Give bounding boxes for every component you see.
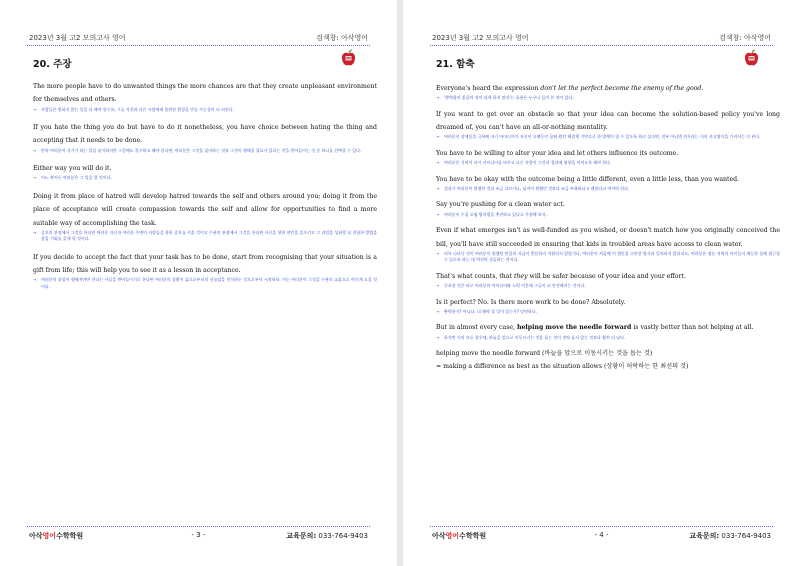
english-sentence: The more people have to do unwanted things the more chances are that they create unpleasant environment for themselves and others.	[33, 83, 377, 104]
translation-text: 여러분은 기꺼이 자기 아이디어를 바꾸고 다른 사람이 그것의 결과에 영향을 미치도록 해야 한다.	[444, 160, 612, 166]
korean-translation	[436, 95, 780, 102]
academy-brand: 아삭영어수학학원	[432, 532, 487, 540]
sentence-text: Is it perfect? No. Is there more work to be done? Absolutely.	[436, 298, 626, 306]
italic-text: they	[513, 272, 528, 280]
translation-text: 증오의 관점에서 그것을 한다면 여러분 자신과 여러분 주변의 사람들을 향한 증오를 키울 것이고 수용의 관점에서 그것을 한다면 자신을 향한 연민을 일으키고 그 과업을 성취할 더 적합한 방법을 찾을 기회를 갖게 될 것이다.	[41, 229, 377, 242]
arrow-icon: →	[33, 175, 37, 181]
sentence-text: You have to be okay with the outcome being a little different, even a little less, than you wanted.	[436, 175, 740, 183]
korean-translation	[436, 134, 780, 141]
english-sentence: Either way you will do it.	[33, 165, 112, 173]
english-sentence: If you hate the thing you do but have to do it nonetheless, you have choice between hating the thing and accepting that it needs to be done.	[33, 124, 377, 145]
translation-text: 여러분의 과업이 행해져야만 한다는 사실을 받아들이기로 한다면 여러분의 상황이 삶으로부터의 선물임을 인식하는 것으로부터 시작하라. 이는 여러분이 그것을 수용의 교훈으로 여기게 도울 것이다.	[41, 277, 377, 289]
translation-text: 만약 여러분이 자기가 하는 일을 싫어하지만 그럼에도 불구하고 해야 한다면, 여러분은 그것을 싫어하는 것과 그것이 행해질 필요가 있다는 것을 받아들이는 것 중 하나를 선택할 수 있다.	[41, 147, 362, 153]
translation-text: 여러분이 수질 오염 방지법을 추진하고 있다고 가정해 보자.	[444, 211, 547, 217]
arrow-icon: →	[436, 308, 440, 314]
vocab-note: = making a difference as best as the situation allows (상황이 허락하는 한 최선의 것)	[436, 363, 689, 371]
translation-text: 어느 쪽이든 여러분은 그 일을 할 것이다.	[41, 175, 112, 181]
translation-text: 완벽한가? 아니다. 더 해야 할 일이 있는가? 당연하다.	[444, 308, 537, 314]
arrow-icon: →	[436, 250, 440, 256]
page-4	[403, 0, 800, 566]
sentence-text: You have to be willing to alter your idea and let others influence its outcome.	[436, 149, 679, 157]
sentence-text: Everyone's heard the expression	[436, 85, 541, 92]
english-sentence	[436, 147, 780, 160]
question-title: 21. 함축	[436, 59, 475, 70]
arrow-icon: →	[436, 160, 440, 166]
english-sentence	[436, 82, 780, 95]
search-label: 검색창: 아삭영어	[719, 34, 771, 42]
footer-divider	[27, 526, 370, 527]
english-sentence	[436, 321, 780, 334]
arrow-icon: →	[436, 334, 440, 340]
english-sentence	[436, 270, 780, 283]
sentence-text: Even if what emerges isn't as well-funded as you wished, or doesn't match how you originally conceived the bill, you'll have still succeeded in ensuring that kids in troubled areas have access to clean water.	[436, 227, 780, 248]
apple-logo-icon	[744, 49, 759, 67]
korean-translation	[436, 186, 780, 193]
english-sentence	[436, 108, 780, 135]
footer-divider	[430, 526, 773, 527]
exam-title: 2023년 3월 고2 모의고사 영어	[29, 34, 126, 42]
page-header	[27, 33, 370, 45]
sentence-text: is vastly better than not helping at all.	[631, 324, 754, 332]
english-sentence: If you decide to accept the fact that your task has to be done, start from recognising that your situation is a gift from life; this will help you to see it as a lesson in acceptance.	[33, 253, 377, 275]
passage	[436, 82, 780, 373]
english-sentence: Doing it from place of hatred will develop hatred towards the self and others around you; doing it from the place of acceptance will create compassion towards the self and allow for opportunities to find a more suitable way of accomplishing the task.	[33, 192, 377, 227]
search-label: 검색창: 아삭영어	[316, 34, 368, 42]
english-sentence	[436, 198, 780, 211]
page-3	[0, 0, 397, 566]
sentence-text: That's what counts, that	[436, 272, 514, 280]
sentence-text: If you want to get over an obstacle so that your idea can become the solution-based policy you've long dreamed of, you can't have an all-or-nothing mentality.	[436, 110, 780, 132]
apple-logo-icon	[341, 49, 356, 67]
translation-text: 중요한 것은 바로 여러분의 아이디어와 노력 덕분에 그들이 더 안전해지는 것이다.	[444, 283, 586, 289]
page-header	[430, 33, 773, 45]
korean-translation	[33, 148, 377, 155]
contact: 교육문의: 033-764-9403	[689, 532, 771, 540]
sentence-text: will be safer because of your idea and your effort.	[527, 272, 686, 280]
exam-title: 2023년 3월 고2 모의고사 영어	[432, 34, 529, 42]
korean-translation	[436, 212, 780, 219]
arrow-icon: →	[33, 147, 37, 153]
arrow-icon: →	[33, 277, 37, 283]
korean-translation	[436, 160, 780, 167]
translation-text: 비록 나타난 것이 여러분이 원했던 만큼의 자금이 충분하지 지원되지 않았거나, 여러분이 처음에 이 법안을 고안한 방식과 일치하지 않더라도, 여러분은 정든 지역의 아이들이 깨끗한 물에 접근할 수 있도록 하는 데 여전히 성공하는 것이다.	[444, 250, 780, 263]
korean-translation	[436, 251, 780, 264]
sentence-text: Say you're pushing for a clean water act.	[436, 201, 565, 209]
translation-text: 사람들은 원하지 않는 일을 더 해야 할수록, 그들 자신과 다른 사람에게 불편한 환경을 만들 가능성이 더 커진다.	[41, 106, 234, 112]
translation-text: 결과가 여러분이 원했던 것과 조금 다르거나, 심지어 원했던 것보다 조금 부족하다고 괜찮다고 여겨야 한다.	[444, 185, 630, 191]
arrow-icon: →	[33, 229, 37, 235]
question-title: 20. 주장	[33, 59, 72, 70]
bold-text: helping move the needle forward	[516, 324, 632, 332]
arrow-icon: →	[436, 283, 440, 289]
korean-translation	[33, 230, 377, 243]
translation-text: '완벽함이 좋음의 적이 되게 하지 말라'는 표현은 누구나 들어 본 적이 있다.	[444, 95, 574, 101]
arrow-icon: →	[436, 95, 440, 101]
page-number: - 3 -	[191, 531, 206, 539]
page-footer	[430, 531, 773, 543]
vocab-note: helping move the needle forward (바늘을 앞으로 이동시키는 것을 돕는 것)	[436, 350, 653, 358]
academy-brand: 아삭영어수학학원	[29, 532, 84, 540]
arrow-icon: →	[436, 211, 440, 217]
translation-text: 하지만 거의 모든 경우에, 바늘을 앞으로 이동시키는 것을 돕는 것이 전혀 돕지 않는 것보다 훨씬 더 낫다.	[444, 334, 626, 340]
korean-translation	[436, 309, 780, 316]
sentence-text: But in almost every case,	[436, 324, 517, 332]
arrow-icon: →	[436, 134, 440, 140]
korean-translation	[33, 175, 377, 182]
arrow-icon: →	[436, 185, 440, 191]
header-divider	[430, 45, 773, 46]
english-sentence	[436, 296, 780, 309]
english-sentence	[436, 173, 780, 186]
korean-translation	[33, 107, 377, 114]
korean-translation	[436, 283, 780, 290]
contact: 교육문의: 033-764-9403	[286, 532, 368, 540]
passage	[33, 80, 377, 298]
translation-text: 여러분이 장애물을 극복해 자기 아이디어가 자신이 오랫동안 꿈꿔 왔던 해결책 기반으로 한 방책이 될 수 있도록 하고 싶다면, 전부 아니면 전무라는 식의 사고방식을 가져서는 안 된다.	[444, 134, 761, 140]
italic-text: don't let the perfect become the enemy of the good.	[540, 85, 704, 92]
page-number: - 4 -	[594, 531, 609, 539]
korean-translation	[436, 335, 780, 342]
arrow-icon: →	[33, 106, 37, 112]
page-footer	[27, 531, 370, 543]
korean-translation	[33, 277, 377, 290]
english-sentence	[436, 224, 780, 251]
header-divider	[27, 45, 370, 46]
